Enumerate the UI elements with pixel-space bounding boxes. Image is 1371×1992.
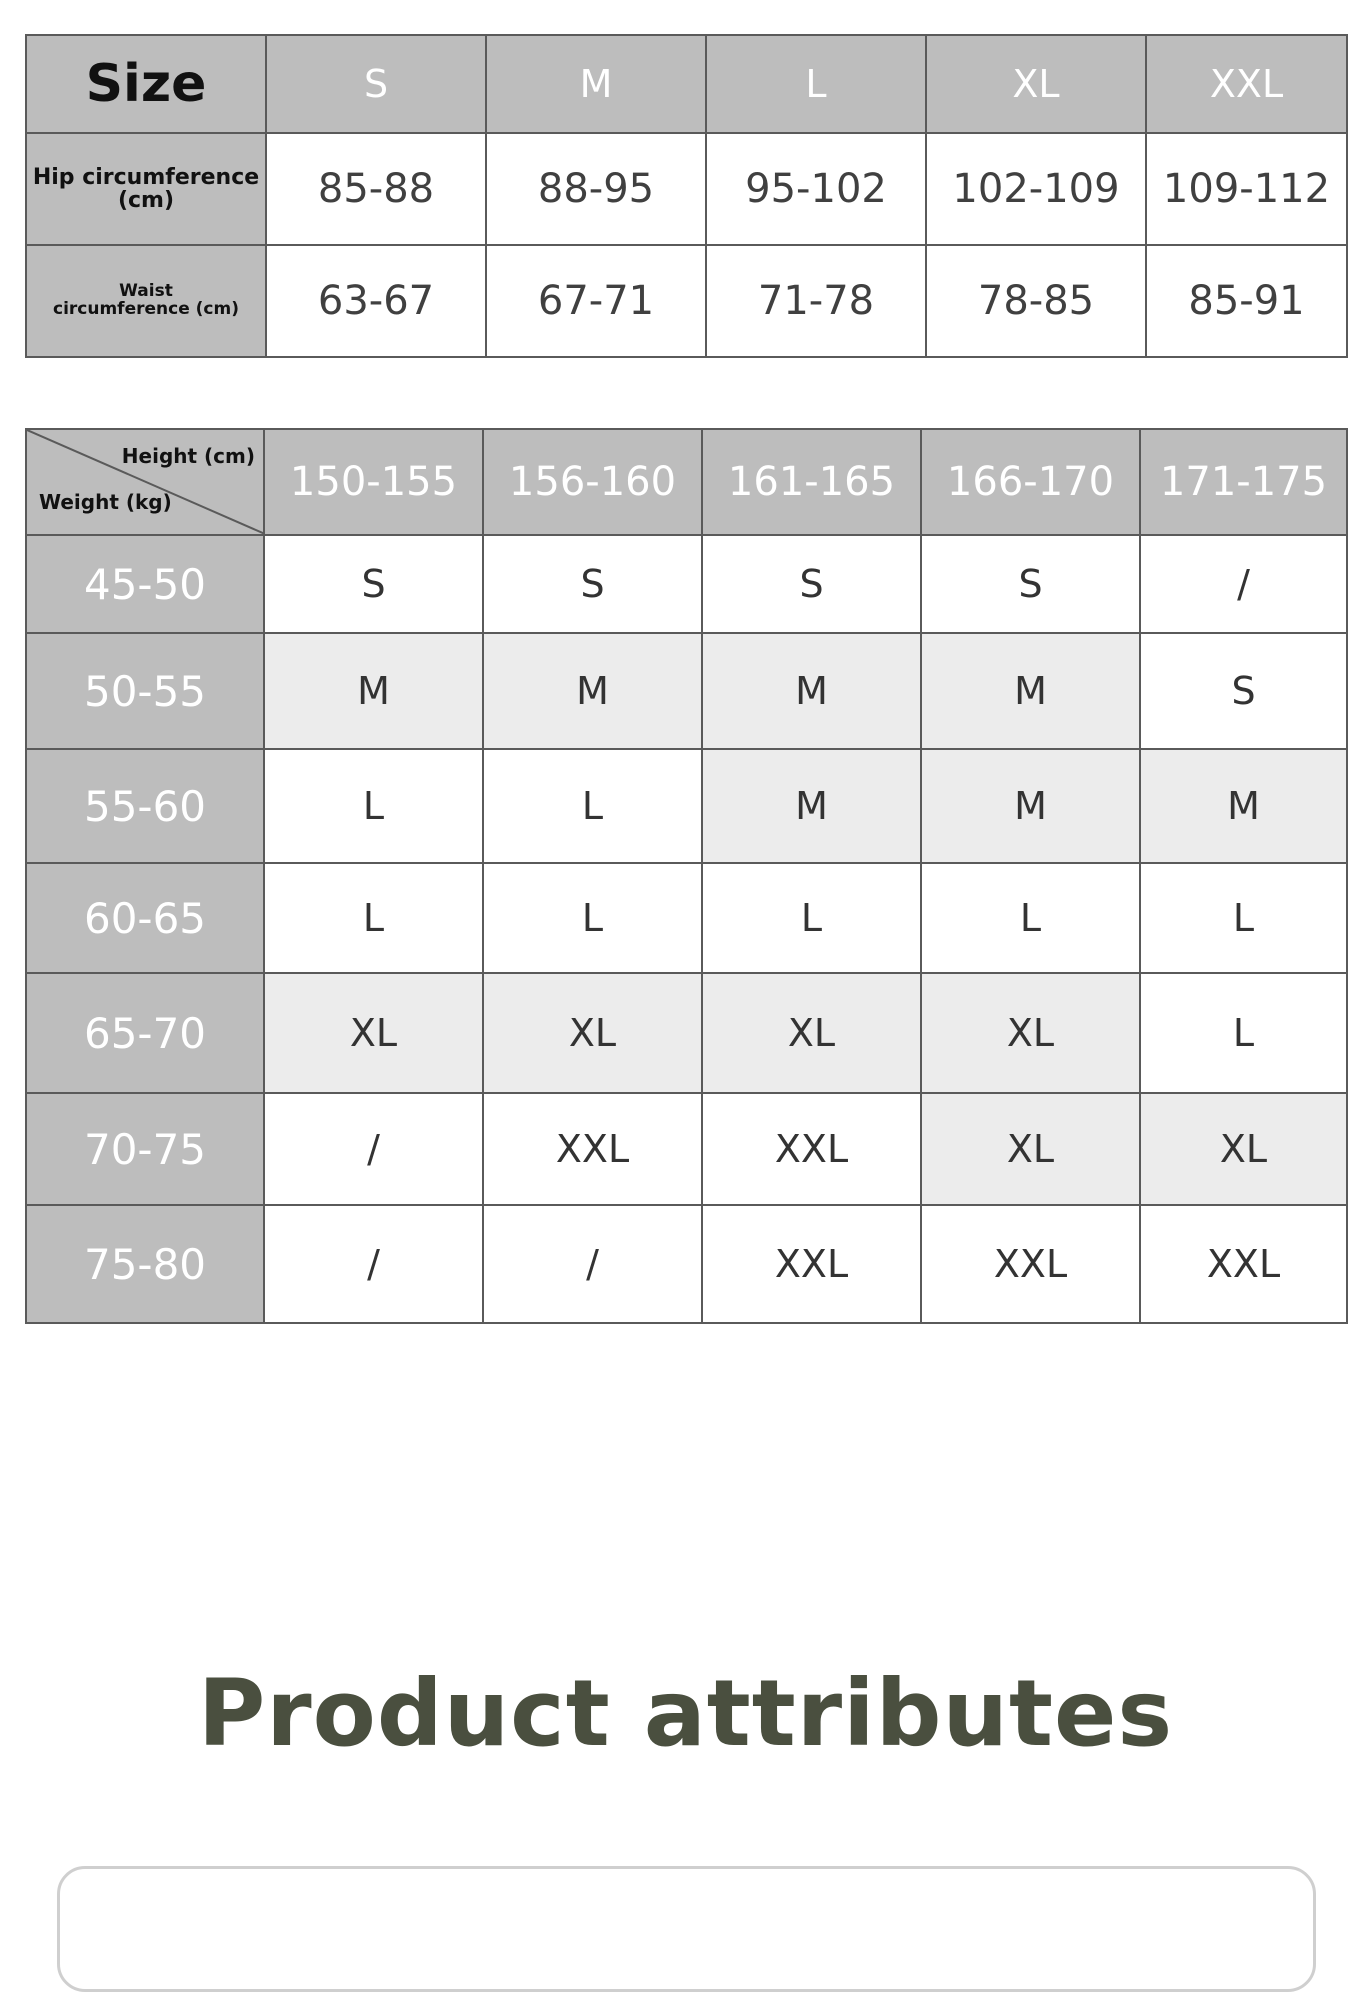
hip-label-line1: Hip circumference [32,164,260,190]
weight-row [26,749,1347,863]
height-header: 156-160 [483,429,702,535]
recommended-size-cell: M [921,633,1140,749]
product-attributes-title: Product attributes [197,1660,1174,1767]
size-header-m: M [486,35,706,133]
weight-label: 45-50 [26,535,264,633]
waist-value: 63-67 [266,245,486,357]
recommended-size-cell: S [264,535,483,633]
size-chart-table [25,34,1348,358]
recommended-size-cell: XXL [921,1205,1140,1323]
recommended-size-cell: L [1140,863,1347,973]
weight-row [26,973,1347,1093]
size-header-xl: XL [926,35,1146,133]
recommended-size-cell: XL [1140,1093,1347,1205]
recommended-size-cell: S [1140,633,1347,749]
hip-value: 102-109 [926,133,1146,245]
weight-row [26,1205,1347,1323]
weight-label: 65-70 [26,973,264,1093]
waist-value: 71-78 [706,245,926,357]
recommended-size-cell: XL [702,973,921,1093]
recommended-size-cell: L [921,863,1140,973]
diagonal-corner-cell [26,429,264,535]
recommended-size-cell: M [921,749,1140,863]
recommended-size-cell: XL [483,973,702,1093]
height-header: 150-155 [264,429,483,535]
recommended-size-cell: / [264,1205,483,1323]
weight-row [26,1093,1347,1205]
hip-label-line2: (cm) [117,188,175,213]
product-attributes-card [57,1866,1316,1992]
size-header-row [26,35,1347,133]
recommended-size-cell: M [483,633,702,749]
waist-value: 78-85 [926,245,1146,357]
height-header-row [26,429,1347,535]
waist-label-line1: Waist [119,281,173,302]
height-header: 161-165 [702,429,921,535]
weight-row [26,863,1347,973]
recommended-size-cell: S [921,535,1140,633]
recommended-size-cell: M [264,633,483,749]
recommended-size-cell: / [483,1205,702,1323]
recommended-size-cell: L [483,863,702,973]
weight-label: 55-60 [26,749,264,863]
recommended-size-cell: XXL [1140,1205,1347,1323]
recommended-size-cell: M [1140,749,1347,863]
weight-row [26,535,1347,633]
size-recommendation-table [25,428,1348,1324]
recommended-size-cell: M [702,633,921,749]
waist-value: 85-91 [1146,245,1347,357]
hip-value: 85-88 [266,133,486,245]
waist-row [26,245,1347,357]
weight-label: 70-75 [26,1093,264,1205]
recommended-size-cell: / [1140,535,1347,633]
size-header-s: S [266,35,486,133]
hip-value: 95-102 [706,133,926,245]
height-header: 171-175 [1140,429,1347,535]
recommendation-body [26,535,1347,1323]
recommended-size-cell: L [1140,973,1347,1093]
recommended-size-cell: S [483,535,702,633]
recommended-size-cell: / [264,1093,483,1205]
waist-label [26,245,266,357]
weight-axis-label: Weight (kg) [39,490,172,514]
waist-label-line2: circumference (cm) [53,299,239,319]
size-header-xxl: XXL [1146,35,1347,133]
weight-label: 50-55 [26,633,264,749]
size-header-l: L [706,35,926,133]
hip-value: 109-112 [1146,133,1347,245]
weight-row [26,633,1347,749]
recommended-size-cell: XL [264,973,483,1093]
recommended-size-cell: XXL [702,1093,921,1205]
recommended-size-cell: S [702,535,921,633]
height-header: 166-170 [921,429,1140,535]
weight-label: 75-80 [26,1205,264,1323]
recommended-size-cell: L [702,863,921,973]
weight-label: 60-65 [26,863,264,973]
hip-value: 88-95 [486,133,706,245]
recommended-size-cell: L [483,749,702,863]
recommended-size-cell: XXL [483,1093,702,1205]
recommended-size-cell: L [264,749,483,863]
recommended-size-cell: M [702,749,921,863]
waist-value: 67-71 [486,245,706,357]
recommended-size-cell: XXL [702,1205,921,1323]
recommended-size-cell: L [264,863,483,973]
recommended-size-cell: XL [921,973,1140,1093]
size-corner-label: Size [26,35,266,133]
hip-row [26,133,1347,245]
hip-label [26,133,266,245]
height-axis-label: Height (cm) [121,444,255,468]
recommended-size-cell: XL [921,1093,1140,1205]
